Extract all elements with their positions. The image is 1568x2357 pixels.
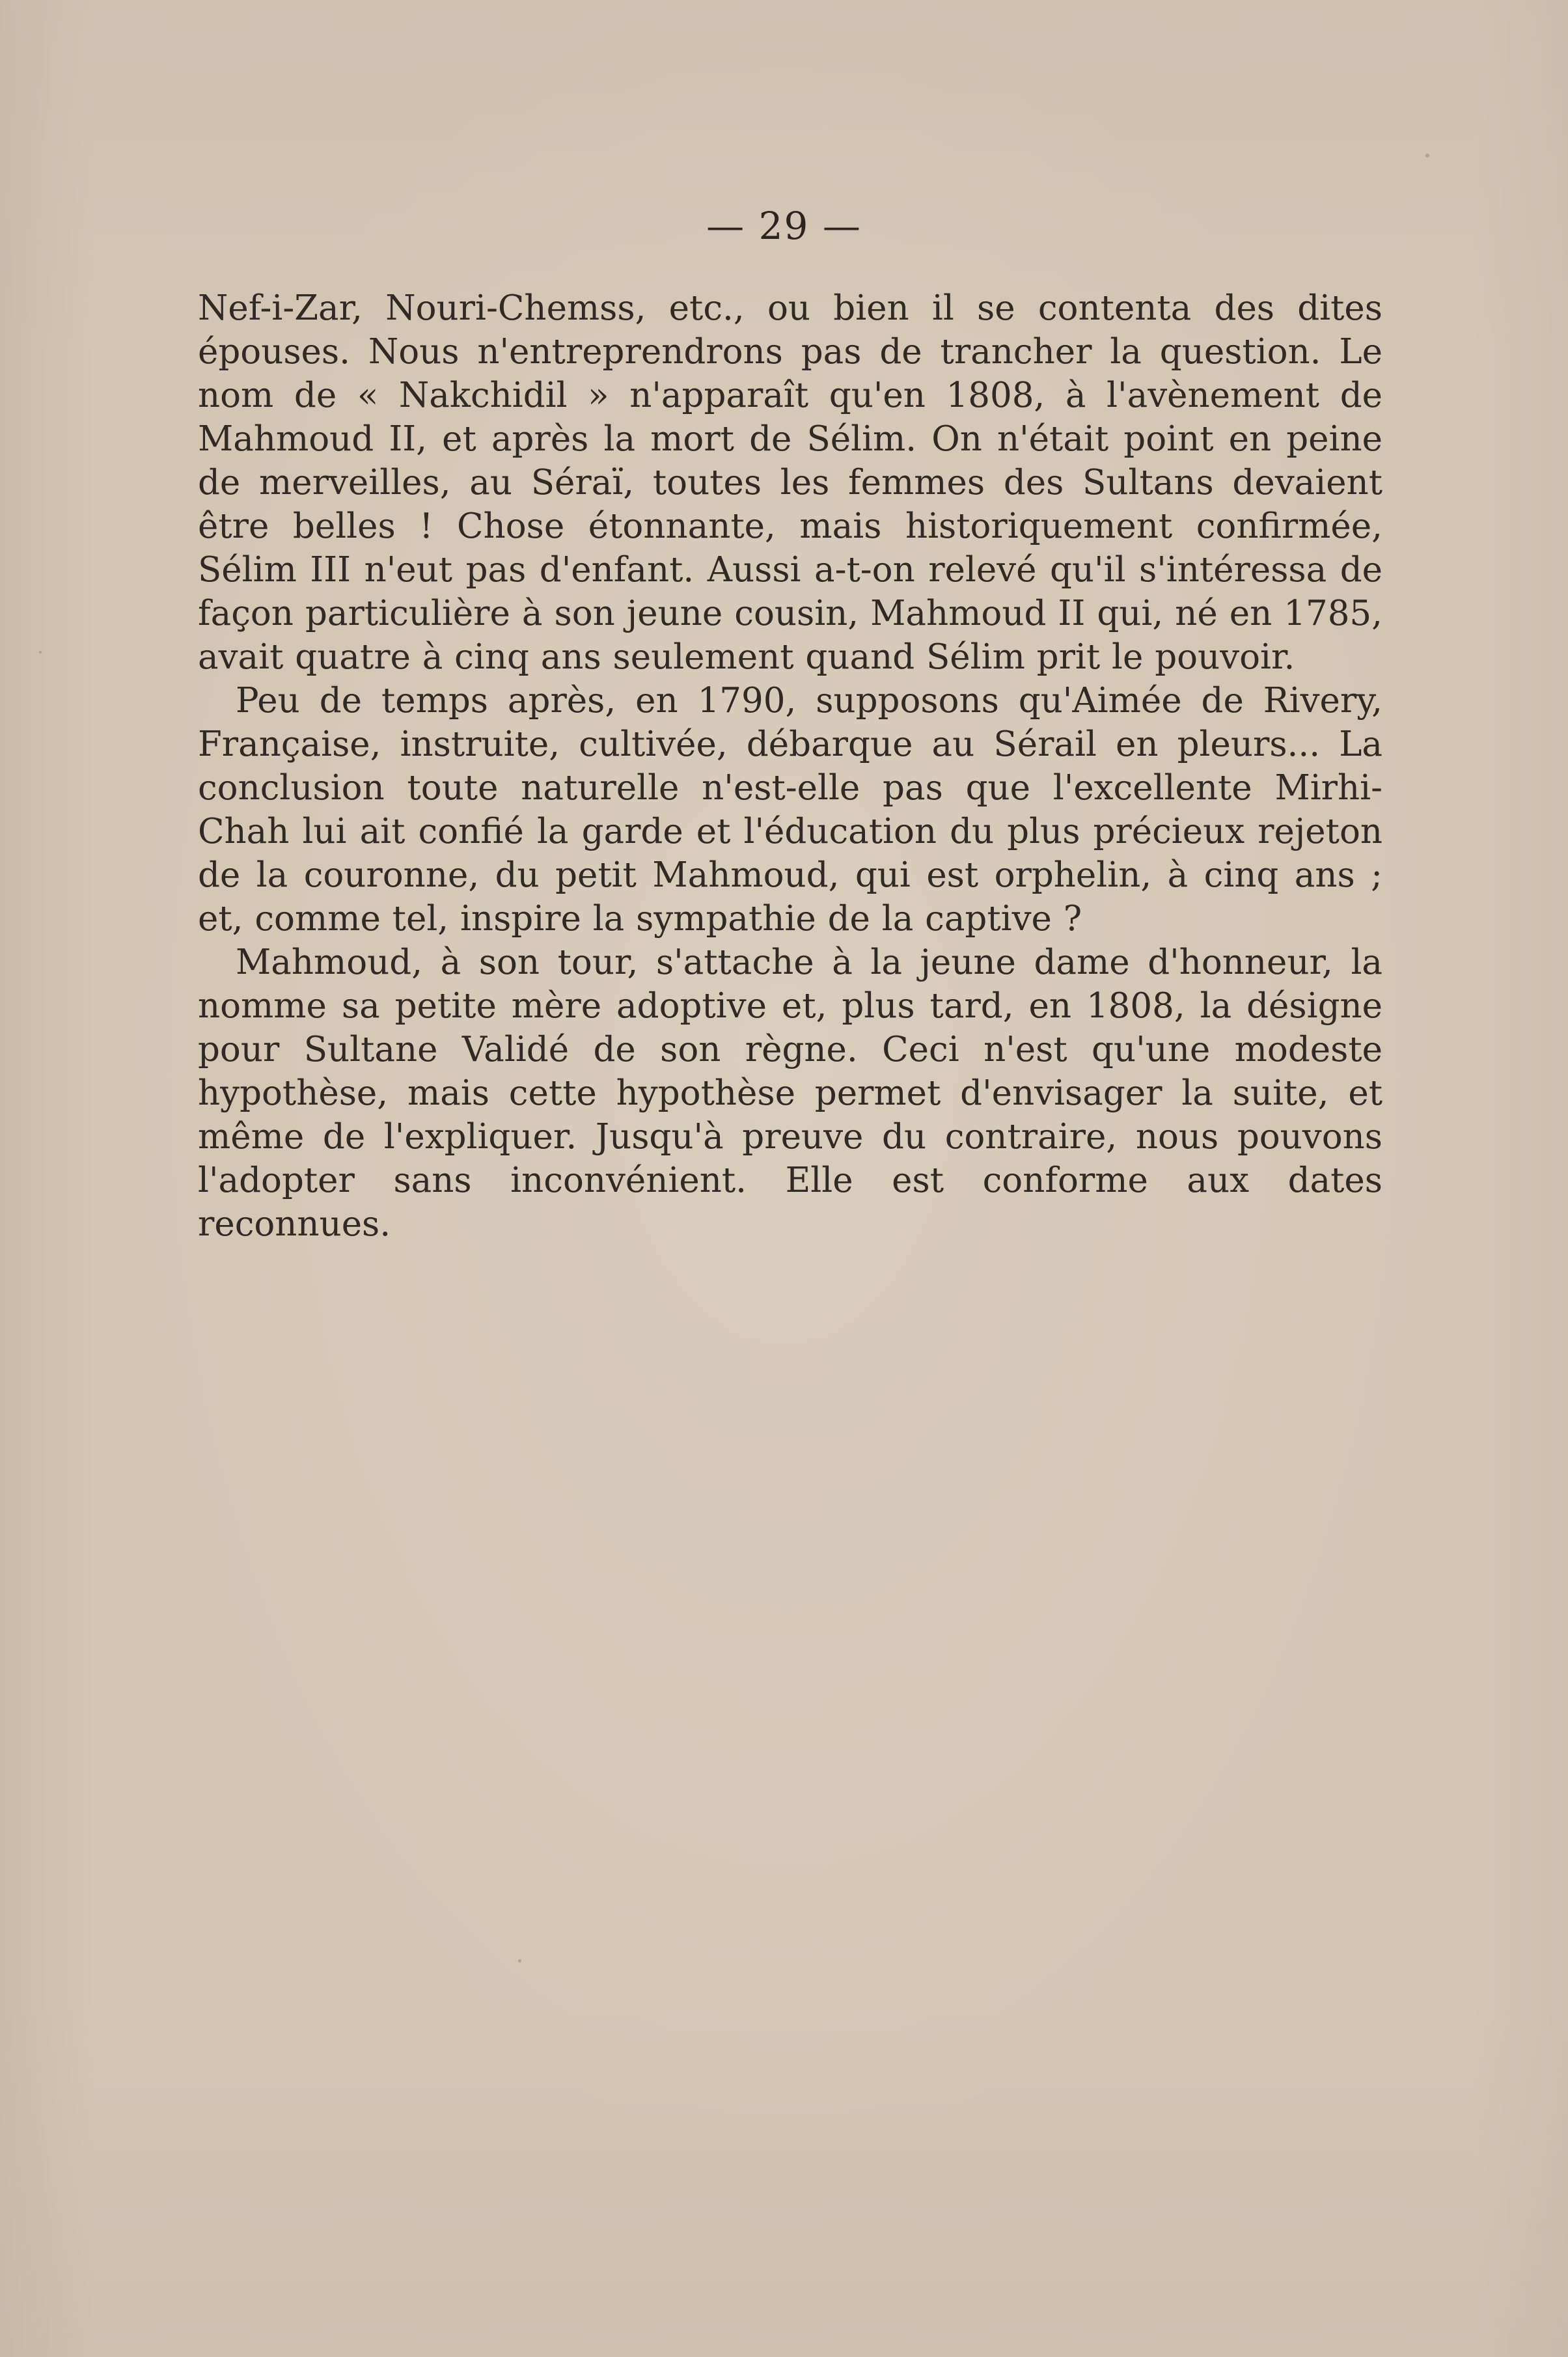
paper-speck [1425,154,1429,158]
page-number: — 29 — [706,204,862,248]
body-text [198,286,1382,1246]
paper-speck [518,1959,521,1963]
paragraph-3: Mahmoud, à son tour, s'attache à la jeune dame d'honneur, la nomme sa petite mère adoptive et, plus tard, en 1808, la désigne pour Sultane Validé de son règne. Ceci n'est qu'une modeste hypothèse, mais cette hypothèse permet d'envisager la suite, et même de l'expliquer. Jusqu'à preuve du contraire, nous pouvons l'adopter sans inconvénient. Elle est conforme aux dates reconnues. [198,943,1382,1244]
paper-speck [39,651,42,654]
paragraph-1: Nef-i-Zar, Nouri-Chemss, etc., ou bien il se contenta des dites épouses. Nous n'entreprendrons pas de trancher la question. Le nom de « Nakchidil » n'apparaît qu'en 1808, à l'avènement de Mahmoud II, et après la mort de Sélim. On n'était point en peine de merveilles, au Séraï, toutes les femmes des Sultans devaient être belles ! Chose étonnante, mais historiquement confirmée, Sélim III n'eut pas d'enfant. Aussi a-t-on relevé qu'il s'intéressa de façon particulière à son jeune cousin, Mahmoud II qui, né en 1785, avait quatre à cinq ans seulement quand Sélim prit le pouvoir. [198,288,1382,677]
paragraph-2: Peu de temps après, en 1790, supposons qu'Aimée de Rivery, Française, instruite, cultivée, débarque au Sérail en pleurs... La conclusion toute naturelle n'est-elle pas que l'excellente Mirhi-Chah lui ait confié la garde et l'éducation du plus précieux rejeton de la couronne, du petit Mahmoud, qui est orphelin, à cinq ans ; et, comme tel, inspire la sympathie de la captive ? [198,681,1382,939]
